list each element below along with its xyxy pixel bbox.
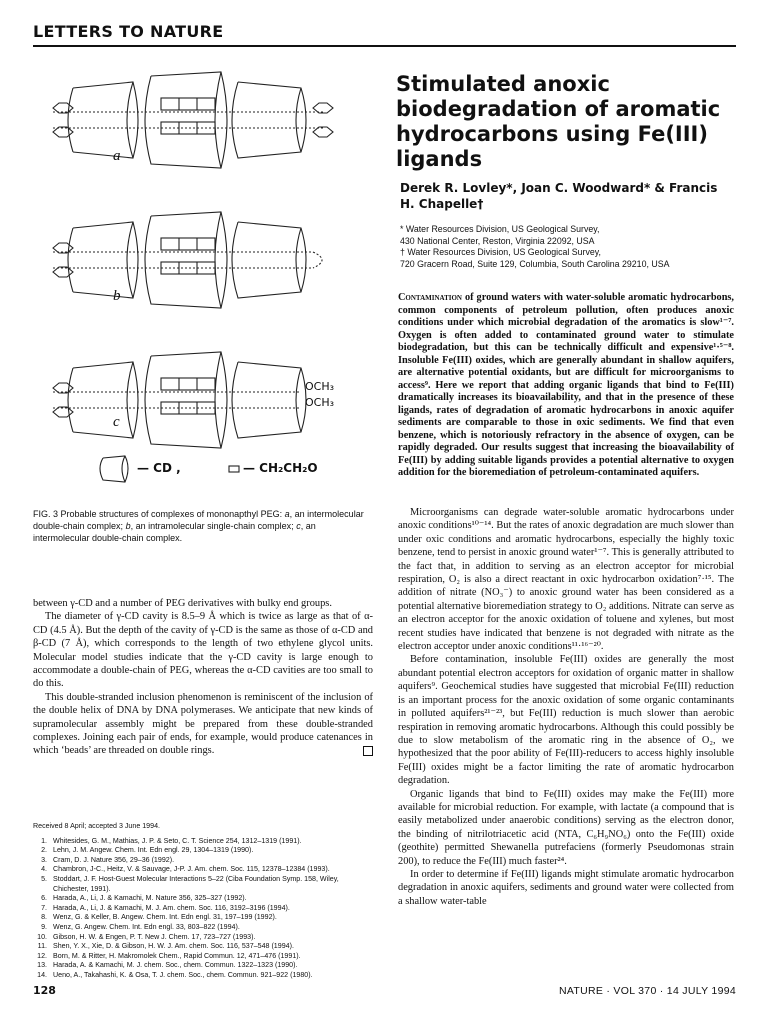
left-column-text [33,597,373,758]
reference-text: Lehn, J. M. Angew. Chem. Int. Edn engl. 29, 1304–1319 (1990). [53,846,254,855]
reference-text: Harada, A., Li, J. & Kamachi, M. J. Am. chem. Soc. 116, 3192–3196 (1994). [53,903,290,912]
author-affiliations [400,224,736,270]
end-mark-icon [363,746,373,756]
left-paragraph-3-text: This double-stranded inclusion phenomenon is reminiscent of the inclusion of the double helix of DNA by DNA polymerases. We anticipate that new kinds of supramolecular assembly might be prepared from these double-stranded complexes. Joining each pair of ends, for example, would produce catenances in which ‘beads’ are threaded on double rings. [33,691,373,757]
reference-number: 3. [41,855,47,864]
article-authors: Derek R. Lovley*, Joan C. Woodward* & Francis H. Chapelle† [400,181,718,211]
reference-list [33,822,373,981]
reference-text: Born, M. & Ritter, H. Makromolek Chem., Rapid Commun. 12, 471–476 (1991). [53,951,301,960]
fig-label-c: c [113,414,120,430]
reference-item [33,971,373,981]
reference-text: Wenz, G. & Keller, B. Angew. Chem. Int. Edn engl. 31, 197–199 (1992). [53,913,277,922]
diagram-c [53,352,306,448]
page-number: 128 [33,984,56,997]
received-date: Received 8 April; accepted 3 June 1994. [33,822,160,830]
reference-item [33,837,373,847]
body-paragraph-4: In order to determine if Fe(III) ligands might stimulate aromatic hydrocarbon degradation in anoxic aquifers, sediments and ground water were collected from a shallow water-table [398,868,734,907]
diagram-a [53,72,333,168]
och3-label-top: OCH₃ [305,380,335,393]
reference-text: Whitesides, G. M., Mathias, J. P. & Seto, C. T. Science 254, 1312–1319 (1991). [53,836,302,845]
reference-number: 1. [41,836,47,845]
journal-footer: NATURE · VOL 370 · 14 JULY 1994 [559,985,736,997]
body-paragraph-3: Organic ligands that bind to Fe(III) oxides may make the Fe(III) more available for microbial reduction. For example, with lactate (a compound that is easily metabolized under anaerobic conditions) serving as the electron donor, the binding of nitrilotriacetic acid (NTA, C₆H₉NO₆) onto the Fe(III) oxide (geothite) permitted Shewanella putrefaciens (formerly Pseudomonas strain 200), to reduce the Fe(III) much faster²⁴. [398,788,734,867]
header-rule [33,45,736,47]
reference-item [33,913,373,923]
reference-item [33,904,373,914]
reference-number: 14. [37,970,47,979]
figure-caption [33,508,373,544]
reference-item [33,846,373,856]
caption-a-text: , an intermolecular double-chain complex; [33,509,364,531]
reference-number: 2. [41,846,47,855]
reference-item [33,961,373,971]
abstract-text: of ground waters with water-soluble aromatic hydrocarbons, common components of petroleum pollution, often produces anoxic conditions under which microbial degradation of the aromatics is slow¹⁻⁷. Oxygen is often added to contaminated ground water to stimulate biodegradation, but this can be technically difficult and expensive¹·⁵⁻⁸. Insoluble Fe(III) oxides, which are generally abundant in shallow aquifers, are alternative potential oxidants, but are difficult for microorganisms to access⁹. Here we report that adding organic ligands that bind to Fe(III) dramatically increases its bioavailability, and that in the presence of these ligands, rates of degradation of aromatic hydrocarbons in anoxic aquifer sediments are comparable to those in oxic sediments. We find that even benzene, which is notoriously refractory in the absence of oxygen, can be rapidly degraded. Our results suggest that increasing the bioavailability of Fe(III) by adding suitable ligands provides a potential alternative to oxygen addition for the bioremediation of petroleum-contaminated aquifers. [398,292,734,478]
figure-3 [33,58,373,498]
body-paragraph-1: Microorganisms can degrade water-soluble aromatic hydrocarbons under anoxic conditions¹⁰⁻¹⁴. But the rates of anoxic degradation are much slower than under oxic conditions and aromatic hydrocarbons, especially the highly toxic benzene, tend to persist in anoxic ground water¹⁻⁷. This is generally attributed to the fact that, in addition to serving as an electron acceptor for microbial respiration, O₂ is also a direct reactant in oxic hydrocarbon oxidation⁷·¹⁵. The addition of nitrate (NO₃⁻) to anoxic ground water has been considered as a potential alternative bioremediation strategy to O₂ additions. Nitrate can serve as an electron acceptor for the anoxic oxidation of toluene and xylenes, but most recent studies have indicated that benzene is not degraded with nitrate as the electron acceptor under anoxic conditions¹¹·¹⁶⁻²⁰. [398,507,734,653]
reference-item [33,942,373,952]
left-paragraph-2: The diameter of γ-CD cavity is 8.5–9 Å which is twice as large as that of α-CD (4.5 Å). But the depth of the cavity of γ-CD is the same as those of α-CD and β-CD (7 Å), which corresponds to the length of two ethylene glycol units. Molecular model studies indicate that the γ-CD cavity is large enough to accommodate a double-chain of PEG, whereas the α-CD cavities are too small to do this. [33,611,373,690]
abstract-lead: Contamination [398,292,462,303]
reference-text: Wenz, G. Angew. Chem. Int. Edn engl. 33, 803–822 (1994). [53,922,240,931]
left-paragraph-3 [33,691,373,758]
reference-number: 8. [41,913,47,922]
caption-b-letter: b [125,521,131,531]
reference-item [33,933,373,943]
reference-text: Cram, D. J. Nature 356, 29–36 (1992). [53,855,175,864]
reference-number: 6. [41,894,47,903]
reference-text: Harada, A., Li, J. & Kamachi, M. Nature 356, 325–327 (1992). [53,894,247,903]
reference-number: 10. [37,932,47,941]
reference-number: 5. [41,874,47,883]
reference-number: 4. [41,865,47,874]
reference-number: 7. [41,903,47,912]
reference-number: 13. [37,961,47,970]
caption-a-letter: a [284,509,290,519]
reference-item [33,865,373,875]
legend-peg: — CH₂CH₂O [243,461,318,475]
left-paragraph-1: between γ-CD and a number of PEG derivatives with bulky end groups. [33,598,332,609]
article-title: Stimulated anoxic biodegradation of aromatic hydrocarbons using Fe(III) ligands [396,72,721,171]
fig-label-b: b [113,288,121,304]
caption-c-letter: c [296,521,301,531]
reference-text: Shen, Y. X., Xie, D. & Gibson, H. W. J. Am. chem. Soc. 116, 537–548 (1994). [53,942,294,951]
article-abstract [398,292,734,480]
section-header: LETTERS TO NATURE [33,22,224,41]
reference-number: 9. [41,922,47,931]
reference-number: 12. [37,951,47,960]
reference-item [33,875,373,894]
affiliation-line-1: * Water Resources Division, US Geological Survey, [400,224,600,234]
diagram-b [53,212,322,308]
affiliation-line-2: 430 National Center, Reston, Virginia 22092, USA [400,235,595,246]
affiliation-line-3: † Water Resources Division, US Geological Survey, [400,247,601,257]
structure-diagrams [33,58,373,498]
reference-text: Chambron, J-C., Heitz, V. & Sauvage, J-P. J. Am. chem. Soc. 115, 12378–12384 (1993). [53,865,330,874]
reference-item [33,856,373,866]
right-column-text [398,506,734,908]
reference-item [33,923,373,933]
reference-number: 11. [37,942,47,951]
fig-label-a: a [113,148,121,164]
caption-b-text: , an intramolecular single-chain complex; [130,521,294,531]
caption-c-text: , an intermolecular double-chain complex. [33,521,316,543]
och3-label-bottom: OCH₃ [305,396,335,409]
body-paragraph-2: Before contamination, insoluble Fe(III) oxides are generally the most abundant potential electron acceptors for oxidation of organic matter in shallow aquifers⁹. Geochemical studies have suggested that microbial Fe(III) reduction is an important process for the anoxic oxidation of some organic contaminants in polluted aquifers²¹⁻²³, but Fe(III) reduction is much slower than aerobic respiration in removing aromatic hydrocarbons. Although this could possibly be due to slow metabolism of the aromatic ring in the absence of O₂, we hypothesized that the poor ability of Fe(III)-reducers to access highly insoluble Fe(III) oxides might be a factor limiting the rate of aromatic hydrocarbon degradation. [398,654,734,787]
reference-item [33,952,373,962]
reference-text: Gibson, H. W. & Engen, P. T. New J. Chem. 17, 723–727 (1993). [53,932,256,941]
legend-cd: — CD , [137,461,181,475]
caption-prefix: FIG. 3 Probable structures of complexes of mononapthyl PEG: [33,509,283,519]
reference-text: Ueno, A., Takahashi, K. & Osa, T. J. chem. Soc., chem. Commun. 921–922 (1980). [53,970,313,979]
affiliation-line-4: 720 Gracern Road, Suite 129, Columbia, South Carolina 29210, USA [400,258,670,269]
reference-item [33,894,373,904]
reference-text: Harada, A. & Kamachi, M. J. chem. Soc., chem. Commun. 1322–1323 (1990). [53,961,298,970]
reference-text: Stoddart, J. F. Host-Guest Molecular Interactions 5–22 (Ciba Foundation Symp. 158, Wiley, Chichester, 1991). [53,874,339,893]
